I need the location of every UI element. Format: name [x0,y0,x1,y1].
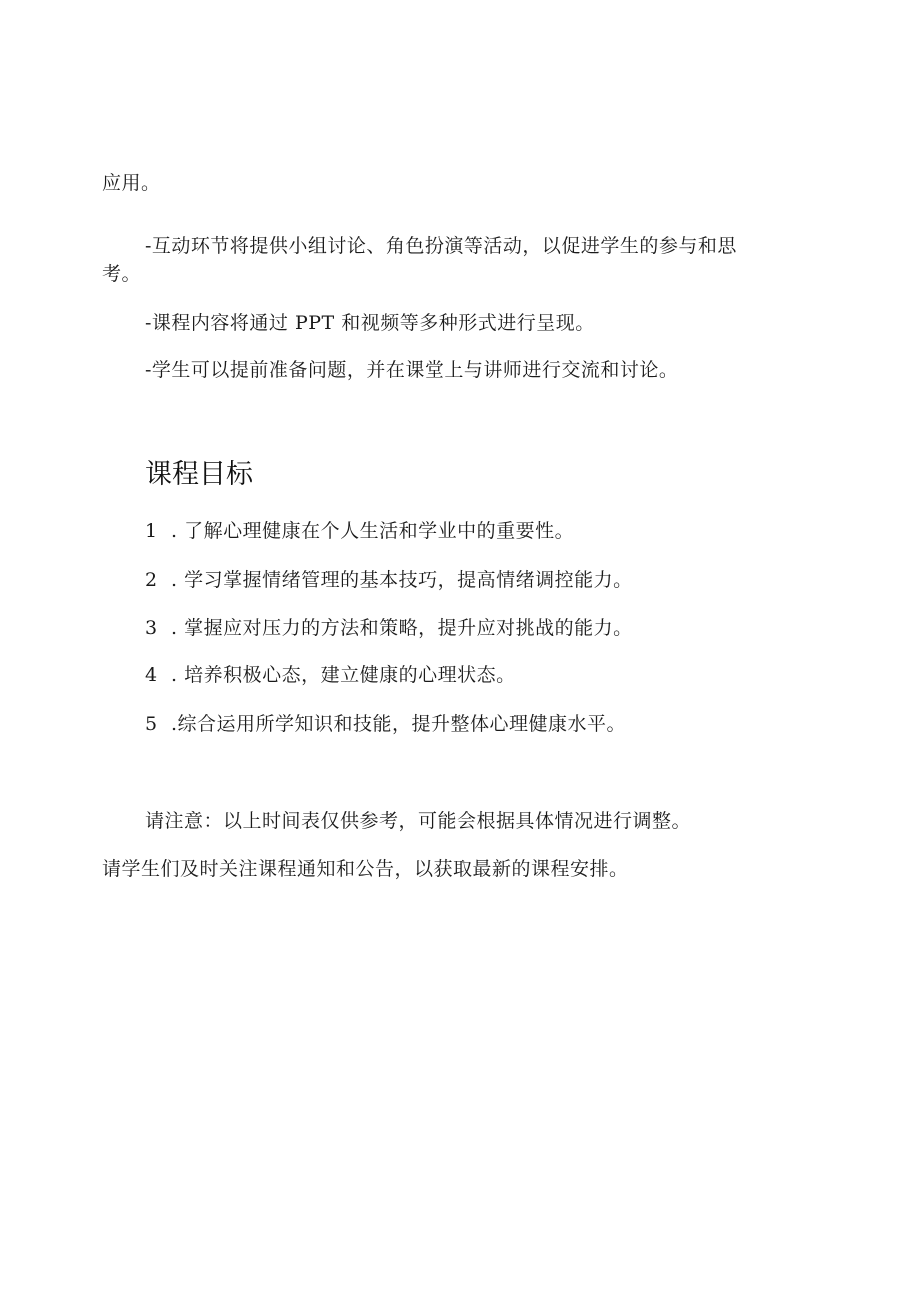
goal-item [145,567,633,593]
goal-number: 5 [145,713,158,735]
goal-number: 1 [145,520,158,542]
intro-continuation: 应用。 [102,172,161,194]
goal-item [145,518,574,544]
bullet-interactive-line2: 考。 [102,263,142,285]
notice-line1: 请注意：以上时间表仅供参考，可能会根据具体情况进行调整。 [145,810,692,832]
bullet-interactive-line1: -互动环节将提供小组讨论、角色扮演等活动，以促进学生的参与和思 [145,235,737,257]
goal-text: . 培养积极心态，建立健康的心理状态。 [171,664,516,686]
goal-item [145,711,626,737]
bullet-content-format: -课程内容将通过 PPT 和视频等多种形式进行呈现。 [145,312,595,334]
section-heading-goals: 课程目标 [145,459,253,490]
goal-text: . 掌握应对压力的方法和策略，提升应对挑战的能力。 [171,617,633,639]
goal-text: .综合运用所学知识和技能，提升整体心理健康水平。 [171,713,627,735]
bullet-student-questions: -学生可以提前准备问题，并在课堂上与讲师进行交流和讨论。 [145,359,679,381]
goal-number: 2 [145,569,158,591]
goal-text: . 了解心理健康在个人生活和学业中的重要性。 [171,520,575,542]
goal-item [145,662,516,688]
goal-text: . 学习掌握情绪管理的基本技巧，提高情绪调控能力。 [171,569,633,591]
goal-number: 4 [145,664,158,686]
goal-item [145,615,633,641]
goal-number: 3 [145,617,158,639]
notice-line2: 请学生们及时关注课程通知和公告，以获取最新的课程安排。 [102,858,629,880]
